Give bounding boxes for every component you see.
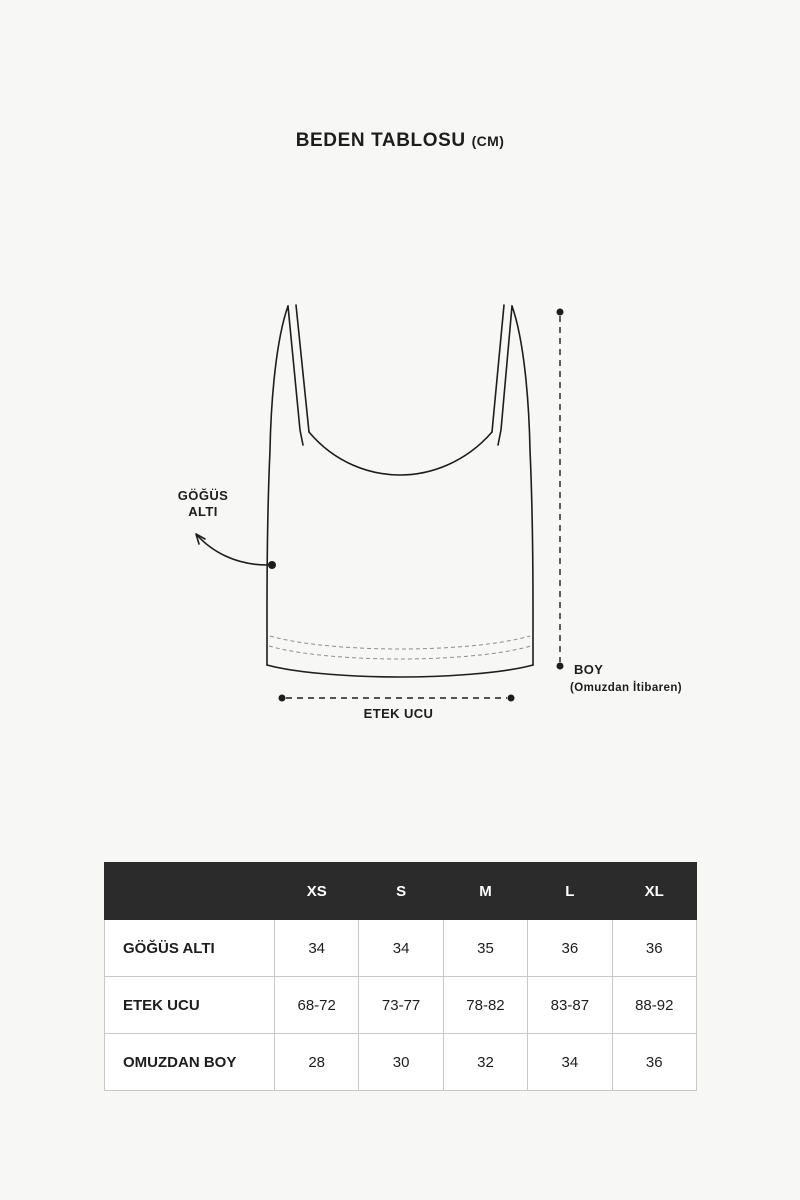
hem-label: ETEK UCU xyxy=(363,706,434,721)
size-header-l: L xyxy=(528,863,612,920)
left-side-seam xyxy=(267,306,288,665)
hem-measure-line xyxy=(279,695,515,702)
cell-hem-xs: 68-72 xyxy=(275,977,359,1034)
underbust-label-line1: GÖĞÜS xyxy=(177,488,229,503)
left-strap-outer xyxy=(288,306,303,445)
size-header-m: M xyxy=(443,863,527,920)
page-title-unit: (CM) xyxy=(471,133,505,149)
cell-underbust-l: 36 xyxy=(528,920,612,977)
cell-length-s: 30 xyxy=(359,1034,443,1091)
page-title-wrap xyxy=(0,130,800,152)
underbust-pointer xyxy=(196,534,276,569)
underbust-anchor-dot xyxy=(268,561,276,569)
table-row xyxy=(105,920,697,977)
hem-stitch-1 xyxy=(270,636,530,649)
size-header-xs: XS xyxy=(275,863,359,920)
cell-hem-s: 73-77 xyxy=(359,977,443,1034)
cell-underbust-m: 35 xyxy=(443,920,527,977)
neckline xyxy=(309,432,492,475)
length-sublabel: (Omuzdan İtibaren) xyxy=(570,682,682,694)
hem-measure-right-dot xyxy=(508,695,515,702)
cell-hem-l: 83-87 xyxy=(528,977,612,1034)
underbust-arrow-curve xyxy=(196,534,268,565)
size-table-header-row xyxy=(105,863,697,920)
size-chart-diagram xyxy=(0,280,800,760)
table-row xyxy=(105,1034,697,1091)
size-header-xl: XL xyxy=(612,863,696,920)
right-side-seam xyxy=(512,306,533,665)
hem-label-wrap xyxy=(0,706,800,722)
cell-hem-xl: 88-92 xyxy=(612,977,696,1034)
cell-length-l: 34 xyxy=(528,1034,612,1091)
row-label-underbust: GÖĞÜS ALTI xyxy=(105,920,275,977)
table-row xyxy=(105,977,697,1034)
hem-line xyxy=(267,665,533,677)
cell-length-xs: 28 xyxy=(275,1034,359,1091)
size-table-corner xyxy=(105,863,275,920)
length-measure-top-dot xyxy=(557,309,564,316)
hem-measure-left-dot xyxy=(279,695,286,702)
cell-length-xl: 36 xyxy=(612,1034,696,1091)
row-label-hem: ETEK UCU xyxy=(105,977,275,1034)
cell-underbust-s: 34 xyxy=(359,920,443,977)
size-table-wrap xyxy=(104,862,696,1091)
length-measure-bottom-dot xyxy=(557,663,564,670)
size-table-head xyxy=(105,863,697,920)
cell-underbust-xs: 34 xyxy=(275,920,359,977)
cell-underbust-xl: 36 xyxy=(612,920,696,977)
size-table xyxy=(104,862,697,1091)
underbust-label-line2: ALTI xyxy=(188,504,218,520)
hem-stitch-2 xyxy=(269,646,531,659)
page-title-text: BEDEN TABLOSU xyxy=(295,130,466,151)
row-label-length: OMUZDAN BOY xyxy=(105,1034,275,1091)
underbust-label xyxy=(163,488,243,521)
page-title xyxy=(296,130,505,152)
cell-hem-m: 78-82 xyxy=(443,977,527,1034)
length-measure-line xyxy=(557,309,564,670)
right-strap-outer xyxy=(498,306,512,445)
cell-length-m: 32 xyxy=(443,1034,527,1091)
length-label: BOY xyxy=(574,662,604,677)
size-header-s: S xyxy=(359,863,443,920)
size-table-body xyxy=(105,920,697,1091)
